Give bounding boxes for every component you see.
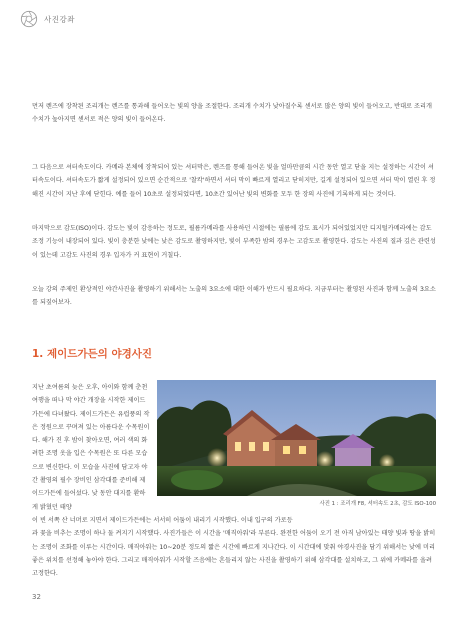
paragraph-shutter-speed: 그 다음으로 셔터속도이다. 카메라 본체에 장착되어 있는 셔터막은, 렌즈를 통해 들어온 빛을 얼마만큼의 시간 동안 열고 닫을 지는 설정하는 시간이 셔터속도이다. 셔터속도가 짧게 설정되어 있으면 순간적으로 '찰칵'하면서 셔터 막이 빠르게 열리고 닫히지만, 길게 설정되어 있으면 셔터 막이 열린 후 정해진 시간이 지난 후에 닫힌다. 예를 들어 10초로 설정되었다면, 10초간 있어난 빛의 변화를 모두 한 장의 사진에 기록하게 되는 것이다.	[32, 164, 436, 198]
page-header	[20, 8, 75, 30]
photo-caption: 사진 1 : 조리개 F8, 셔터속도 2초, 감도 ISO-100	[319, 501, 436, 507]
garden-night-scene	[157, 380, 436, 496]
page-number: 32	[32, 593, 41, 601]
paragraph-aperture: 먼저 렌즈에 장착된 조리개는 렌즈를 통과해 들어오는 빛의 양을 조절한다. 조리개 수치가 낮아질수록 센서로 많은 양의 빛이 들어오고, 반대로 조리개 수치가 높아지면 센서로 적은 양의 빛이 들어온다.	[32, 103, 432, 124]
night-garden-photo	[157, 380, 436, 496]
paragraph-intro: 오늘 강의 주제인 환상적인 야간사진을 촬영하기 위해서는 노출의 3요소에 대한 이해가 반드시 필요하다. 지금부터는 촬영된 사진과 함께 노출의 3요소를 되짚어보자.	[32, 286, 436, 307]
body-text-continued	[32, 514, 436, 580]
continued-rest: 과 꽃을 비추는 조명이 하나 둘 켜지기 시작했다. 사진가들은 이 시간을 '매직아워'라 부른다. 완전한 어둠이 오기 전 아직 남아있는 태양 빛과 땅을 밝히는 조명이 조화를 이루는 시간이다. 매직아워는 10~20분 정도의 짧은 시간에 빠르게 지나간다. 이 시간대에 맞춰 야경사진을 담기 위해서는 낮에 미리 좋은 위치를 선정해 놓아야 한다. 그리고 매직아워가 시작할 즈음에는 흔들리지 않는 사진을 촬영하기 위해 삼각대를 설치하고, 그 위에 카메라를 올려 고정한다.	[32, 530, 436, 578]
column-text: 지난 초여름의 늦은 오후, 아이와 함께 춘천여행을 떠나 막 야간 개장을 시작한 제이드가든에 다녀왔다. 제이드가든은 유럽풍의 작은 정원으로 꾸며져 있는 아름다운 수목원이다. 해가 진 후 밤이 찾아오면, 여러 색의 화려한 조명 옷을 입은 수목원은 또 다른 모습으로 변신한다. 이 모습을 사진에 담고자 야간 촬영의 필수 장비인 삼각대를 준비해 제이드가든에 들어섰다. 낮 동안 대지를 환하게 밝혔던 태양	[32, 384, 150, 511]
section-heading: 1. 제이드가든의 야경사진	[32, 348, 153, 360]
aperture-logo-icon	[20, 10, 38, 28]
section-label: 사진강좌	[44, 14, 75, 24]
continued-first-line: 이 빈 서쪽 산 너머로 지면서 제이드가든에는 서서히 어둠이 내리기 시작했다. 이내 입구의 가로등	[32, 517, 293, 524]
paragraph-iso: 마지막으로 감도(ISO)이다. 감도는 빛이 감응하는 정도로, 필름카메라를 사용하던 시절에는 필름에 감도 표시가 되어있었지만 디지털카메라에는 감도 조정 기능이 내장되어 있다. 빛이 충분한 낮에는 낮은 감도로 촬영하지만, 빛이 부족한 밤의 경우는 고감도로 촬영한다. 감도는 사진의 질과 깊은 관련성이 있는데 고감도 사진의 경우 입자가 커 표현이 거칠다.	[32, 225, 436, 259]
